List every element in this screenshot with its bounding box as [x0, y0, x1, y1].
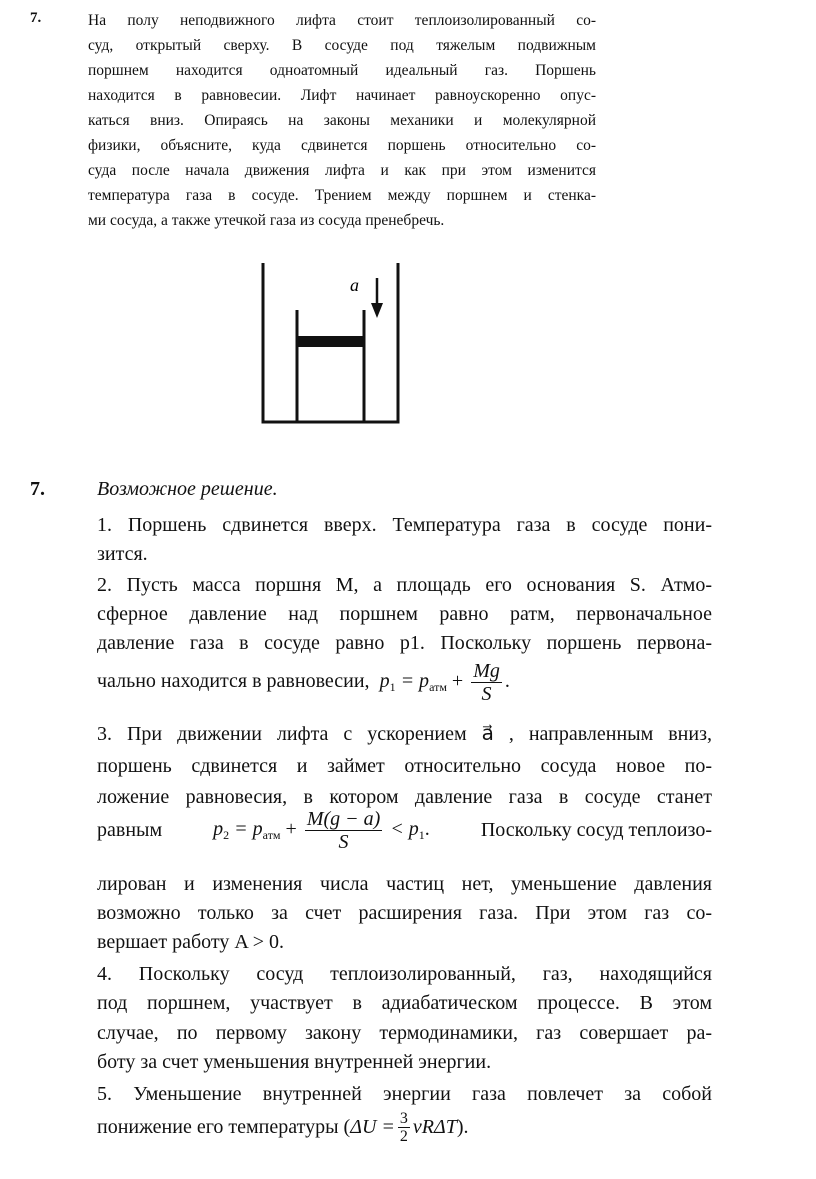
denominator: S	[481, 683, 492, 705]
formula-prefix: чально находится в равновесии,	[97, 670, 370, 693]
formula-sub: 2	[223, 828, 230, 843]
formula-symbol: p	[379, 670, 390, 693]
formula-prefix: равным	[97, 819, 163, 841]
solution-line: зится.	[97, 543, 148, 565]
problem-line: каться вниз. Опираясь на законы механики и молекулярной	[88, 112, 596, 129]
piston	[298, 336, 363, 347]
formula-end: .	[504, 670, 510, 693]
solution-line: 3. При движении лифта с ускорением a⃗ , направленным вниз,	[97, 723, 712, 745]
formula-end: ).	[456, 1116, 469, 1138]
problem-line: физики, объясните, куда сдвинется поршень относительно со-	[88, 137, 596, 154]
solution-line: случае, по первому закону термодинамики, газ совершает ра-	[97, 1022, 712, 1044]
problem-line: находится в равновесии. Лифт начинает равноускоренно опус-	[88, 87, 596, 104]
problem-number: 7.	[30, 10, 42, 26]
formula-op: +	[280, 818, 302, 841]
denominator: S	[338, 831, 349, 853]
formula-du-line	[97, 1110, 469, 1145]
formula-sub: 1	[418, 828, 425, 843]
solution-line: под поршнем, участвует в адиабатическом процессе. В этом	[97, 992, 712, 1014]
solution-line: вершает работу A > 0.	[97, 931, 284, 953]
numerator: Mg	[473, 660, 500, 682]
solution-number: 7.	[30, 478, 45, 500]
formula-symbol: ΔU =	[350, 1116, 395, 1138]
formula-suffix: Поскольку сосуд теплоизо-	[480, 819, 712, 841]
problem-line: ми сосуда, а также утечкой газа из сосуда пренебречь.	[88, 212, 445, 229]
numerator: 3	[399, 1110, 408, 1127]
solution-line: ложение равновесия, в котором давление газа в сосуде станет	[97, 786, 712, 808]
solution-line: 5. Уменьшение внутренней энергии газа повлечет за собой	[97, 1083, 712, 1105]
formula-symbol: p	[213, 818, 224, 841]
formula-sub: атм	[262, 828, 281, 843]
problem-line: суда после начала движения лифта и как при этом изменится	[88, 162, 596, 179]
formula-sub: атм	[429, 680, 447, 695]
solution-line: возможно только за счет расширения газа. При этом газ со-	[97, 902, 712, 924]
formula-p1-line	[97, 660, 510, 705]
formula-symbol: = p	[395, 670, 430, 693]
formula-op: +	[446, 670, 469, 693]
lift-vessel-figure	[255, 258, 405, 428]
acceleration-label: a⃗	[350, 275, 374, 295]
solution-line: сферное давление над поршнем равно pатм, первоначальное	[97, 603, 712, 625]
solution-line: лирован и изменения числа частиц нет, уменьшение давления	[97, 873, 712, 895]
denominator: 2	[399, 1128, 408, 1145]
numerator: M(g − a)	[306, 808, 381, 830]
formula-symbol: = p	[229, 818, 263, 841]
formula-prefix: понижение его температуры (	[97, 1116, 351, 1138]
formula-symbol: < p	[385, 818, 419, 841]
solution-line: 4. Поскольку сосуд теплоизолированный, газ, находящийся	[97, 963, 712, 985]
solution-line: 1. Поршень сдвинется вверх. Температура газа в сосуде пони-	[97, 514, 712, 536]
problem-line: поршнем находится одноатомный идеальный газ. Поршень	[88, 62, 596, 79]
formula-symbol: νRΔT	[412, 1116, 457, 1138]
fraction	[398, 1110, 410, 1145]
formula-end: .	[424, 818, 430, 841]
fraction	[471, 660, 502, 705]
solution-heading: Возможное решение.	[97, 478, 278, 500]
fraction	[305, 808, 382, 853]
solution-line: 2. Пусть масса поршня M, а площадь его основания S. Атмо-	[97, 574, 712, 596]
solution-line: поршень сдвинется и займет относительно сосуда новое по-	[97, 755, 712, 777]
formula-sub: 1	[389, 680, 396, 695]
problem-line: температура газа в сосуде. Трением между поршнем и стенка-	[88, 187, 596, 204]
solution-line: боту за счет уменьшения внутренней энергии.	[97, 1051, 492, 1073]
problem-line: суд, открытый сверху. В сосуде под тяжелым подвижным	[88, 37, 596, 54]
formula-p2-line	[97, 808, 712, 853]
problem-line: На полу неподвижного лифта стоит теплоизолированный со-	[88, 12, 596, 29]
solution-line: давление газа в сосуде равно p1. Поскольку поршень первона-	[97, 632, 712, 654]
